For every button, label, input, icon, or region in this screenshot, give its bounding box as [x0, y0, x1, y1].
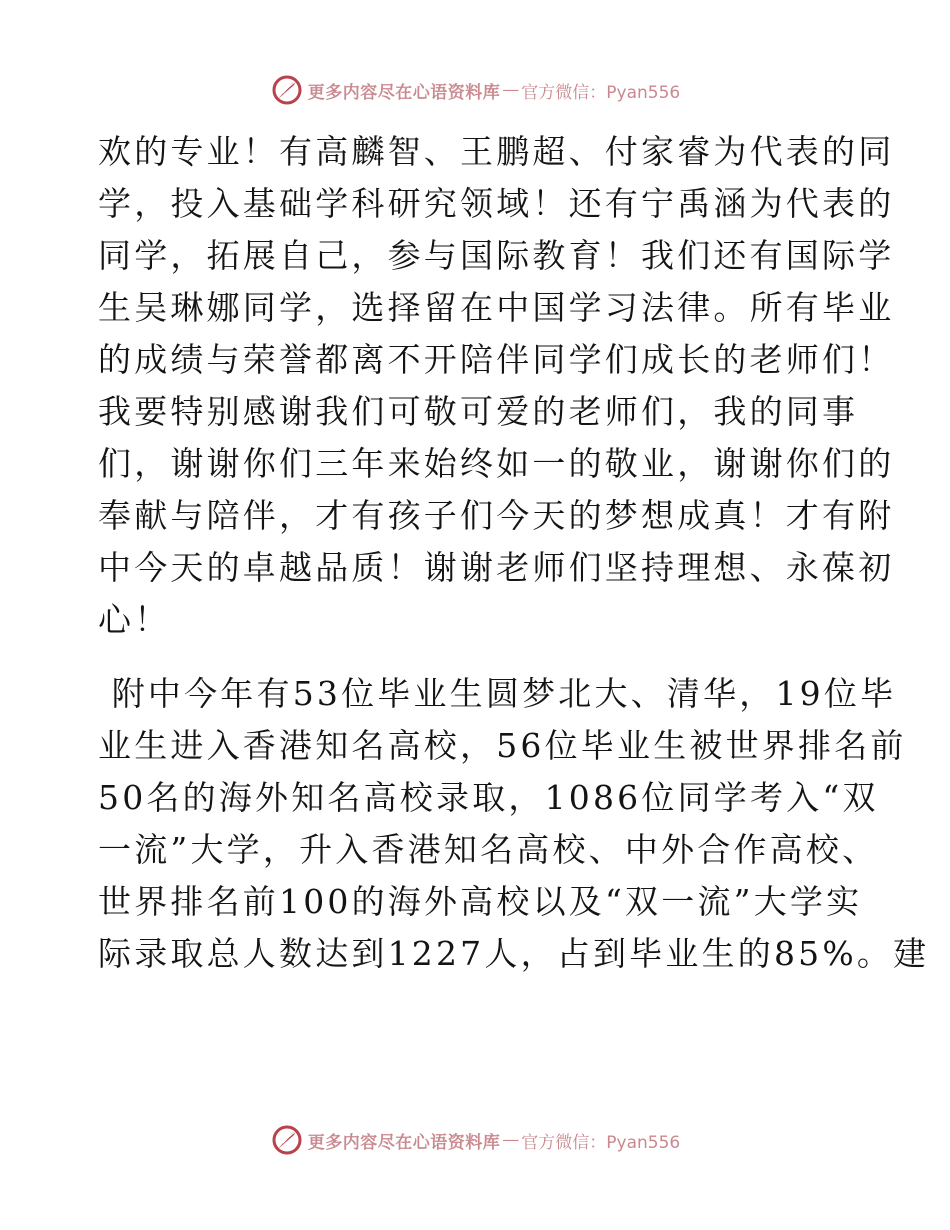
text-line: 际录取总人数达到1227人，占到毕业生的85%。建: [98, 934, 930, 973]
watermark-separator: —: [502, 80, 520, 100]
paragraph-1: [98, 126, 895, 646]
watermark-separator: —: [502, 1130, 520, 1150]
text-line: 学，投入基础学科研究领域！还有宁禹涵为代表的: [98, 184, 895, 223]
text-line: 奉献与陪伴，才有孩子们今天的梦想成真！才有附: [98, 496, 895, 535]
watermark-title: 更多内容尽在心语资料库: [307, 1132, 501, 1153]
text-line: 心！: [98, 600, 171, 639]
quill-logo-icon: [270, 73, 304, 107]
text-line: 50名的海外知名高校录取，1086位同学考入“双: [98, 778, 879, 817]
text-line: 世界排名前100的海外高校以及“双一流”大学实: [98, 882, 863, 921]
paragraph-2: [98, 668, 930, 980]
text-line: 生吴琳娜同学，选择留在中国学习法律。所有毕业: [98, 288, 895, 327]
text-line: 的成绩与荣誉都离不开陪伴同学们成长的老师们！: [98, 340, 895, 379]
text-line: 欢的专业！有高麟智、王鹏超、付家睿为代表的同: [98, 132, 895, 171]
text-line: 业生进入香港知名高校，56位毕业生被世界排名前: [98, 726, 907, 765]
text-line: 们，谢谢你们三年来始终如一的敬业，谢谢你们的: [98, 444, 895, 483]
text-line: 同学，拓展自己，参与国际教育！我们还有国际学: [98, 236, 895, 275]
text-line: 附中今年有53位毕业生圆梦北大、清华，19位毕: [98, 674, 897, 713]
text-line: 我要特别感谢我们可敬可爱的老师们，我的同事: [98, 392, 859, 431]
text-line: 中今天的卓越品质！谢谢老师们坚持理想、永葆初: [98, 548, 895, 587]
paragraph-gap: [98, 646, 858, 668]
footer-watermark: [0, 1120, 950, 1160]
watermark-contact: 官方微信：Pyan556: [521, 1132, 681, 1153]
watermark-title: 更多内容尽在心语资料库: [307, 82, 501, 103]
text-line: 一流”大学，升入香港知名高校、中外合作高校、: [98, 830, 879, 869]
watermark-contact: 官方微信：Pyan556: [521, 82, 681, 103]
document-body: [98, 126, 930, 980]
quill-logo-icon: [270, 1123, 304, 1157]
header-watermark: [0, 70, 950, 110]
